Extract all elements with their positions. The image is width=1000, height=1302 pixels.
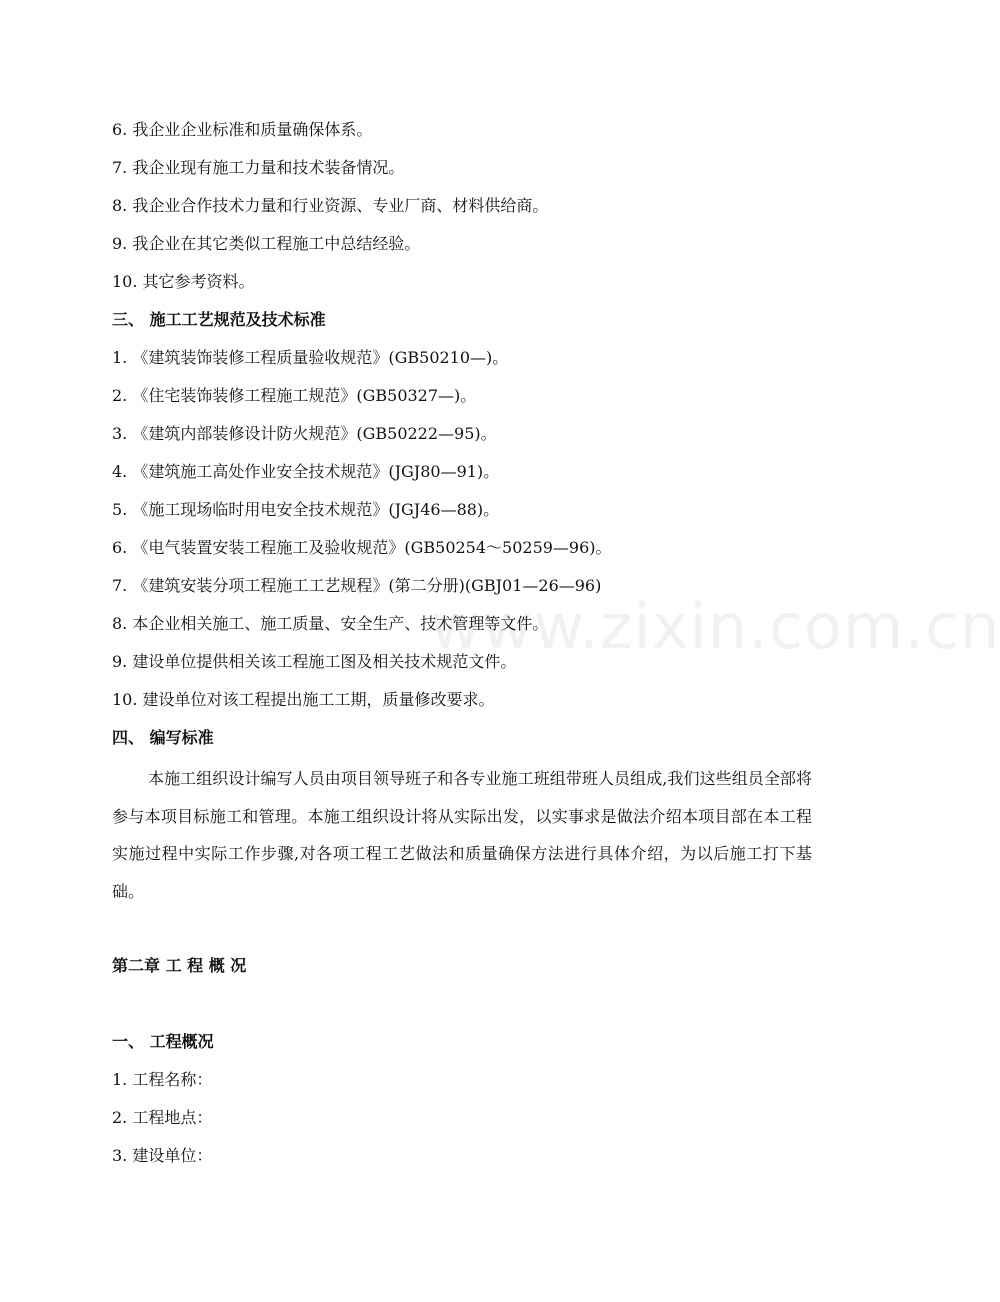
list-item: 4. 《建筑施工高处作业安全技术规范》(JGJ80—91)。 — [112, 462, 500, 481]
list-item: 1. 《建筑装饰装修工程质量验收规范》(GB50210—)。 — [112, 348, 509, 367]
list-item: 8. 我企业合作技术力量和行业资源、专业厂商、材料供给商。 — [112, 196, 549, 215]
list-item: 6. 《电气装置安装工程施工及验收规范》(GB50254～50259—96)。 — [112, 538, 612, 557]
list-item: 9. 建设单位提供相关该工程施工图及相关技术规范文件。 — [112, 652, 517, 671]
watermark: www.zixin.com.cn — [430, 590, 1000, 663]
list-item: 6. 我企业企业标准和质量确保体系。 — [112, 120, 373, 139]
list-item: 2. 《住宅装饰装修工程施工规范》(GB50327—)。 — [112, 386, 477, 405]
list-item: 2. 工程地点： — [112, 1108, 213, 1127]
list-item: 10. 其它参考资料。 — [112, 272, 255, 291]
section-heading: 三、 施工工艺规范及技术标准 — [112, 310, 326, 329]
chapter-title: 第二章 工 程 概 况 — [112, 956, 247, 975]
list-item: 3. 《建筑内部装修设计防火规范》(GB50222—95)。 — [112, 424, 497, 443]
list-item: 5. 《施工现场临时用电安全技术规范》(JGJ46—88)。 — [112, 500, 500, 519]
list-item: 9. 我企业在其它类似工程施工中总结经验。 — [112, 234, 421, 253]
section-heading: 一、 工程概况 — [112, 1032, 214, 1051]
list-item: 8. 本企业相关施工、施工质量、安全生产、技术管理等文件。 — [112, 614, 549, 633]
list-item: 7. 《建筑安装分项工程施工工艺规程》(第二分册)(GBJ01—26—96) — [112, 576, 602, 595]
list-item: 3. 建设单位： — [112, 1146, 213, 1165]
list-item: 10. 建设单位对该工程提出施工工期，质量修改要求。 — [112, 690, 495, 709]
list-item: 1. 工程名称： — [112, 1070, 213, 1089]
body-paragraph: 本施工组织设计编写人员由项目领导班子和各专业施工班组带班人员组成,我们这些组员全部将参与本项目标施工和管理。本施工组织设计将从实际出发，以实事求是做法介绍本项目部在本工程实施过程中实际工作步骤,对各项工程工艺做法和质量确保方法进行具体介绍，为以后施工打下基础。 — [112, 769, 812, 901]
section-heading: 四、 编写标准 — [112, 728, 214, 747]
list-item: 7. 我企业现有施工力量和技术装备情况。 — [112, 158, 405, 177]
